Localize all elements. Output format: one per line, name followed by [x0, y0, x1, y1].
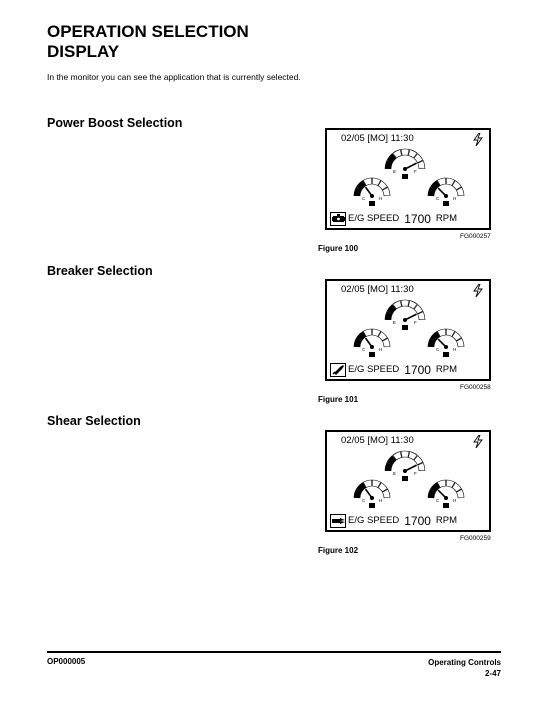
monitor-date: 02/05: [341, 435, 365, 446]
footer-divider: [47, 651, 501, 653]
engine-speed-unit: RPM: [435, 364, 458, 375]
gauge-label-left: C: [436, 347, 440, 352]
footer-doc-code: OP000005: [47, 657, 86, 666]
monitor-datetime: [341, 133, 414, 144]
engine-speed-label: E/G SPEED: [348, 364, 400, 375]
monitor-status-bar: [330, 512, 480, 529]
engine-speed-value: 1700: [404, 513, 431, 528]
monitor-day: [MO]: [367, 284, 389, 295]
gauge-label-right: F: [414, 320, 417, 325]
engine-icon: [402, 476, 408, 481]
hydraulic-oil-icon: [443, 352, 449, 357]
gauge-label-right: H: [379, 347, 383, 352]
breaker-icon: [330, 363, 346, 377]
gauge-segment: [401, 149, 409, 155]
engine-speed-unit: RPM: [435, 515, 458, 526]
section-heading: Shear Selection: [47, 414, 141, 428]
section-heading: Power Boost Selection: [47, 116, 183, 130]
gauge-label-left: E: [393, 169, 397, 174]
gauge-hub: [370, 345, 374, 349]
lightning-bolt-icon: [472, 284, 484, 302]
gauge-hub: [370, 496, 374, 500]
shear-icon: [330, 514, 346, 528]
engine-speed-label: E/G SPEED: [348, 213, 400, 224]
page-title-line2: DISPLAY: [47, 42, 120, 61]
monitor-status-bar: [330, 361, 480, 378]
monitor-time: 11:30: [390, 435, 414, 446]
temperature-icon: [369, 201, 375, 206]
monitor-date: 02/05: [341, 133, 365, 144]
monitor-date: 02/05: [341, 284, 365, 295]
intro-paragraph: In the monitor you can see the application that is currently selected.: [47, 72, 301, 82]
monitor-display: [325, 430, 491, 532]
gauge-label-right: H: [453, 347, 457, 352]
gauge-hub: [444, 194, 448, 198]
gauge-hub: [444, 496, 448, 500]
gauge-label-left: C: [436, 196, 440, 201]
engine-icon: [402, 325, 408, 330]
monitor-status-bar: [330, 210, 480, 227]
engine-speed-label: E/G SPEED: [348, 515, 400, 526]
monitor-day: [MO]: [367, 133, 389, 144]
engine-icon: [402, 174, 408, 179]
monitor-time: 11:30: [390, 284, 414, 295]
temperature-icon: [369, 352, 375, 357]
gauge-label-right: H: [379, 196, 383, 201]
gauge-segment: [401, 300, 409, 306]
temperature-icon: [369, 503, 375, 508]
power-boost-icon: [330, 212, 346, 226]
monitor-time: 11:30: [390, 133, 414, 144]
figure-code: FG000258: [460, 384, 491, 391]
page-title-line1: OPERATION SELECTION: [47, 22, 249, 41]
lightning-bolt-icon: [472, 435, 484, 453]
gauge-label-right: H: [379, 498, 383, 503]
gauge-segment: [401, 451, 409, 457]
gauge-label-left: E: [393, 471, 397, 476]
lightning-bolt-icon: [472, 133, 484, 151]
monitor-datetime: [341, 284, 414, 295]
gauge-label-right: F: [414, 471, 417, 476]
hydraulic-oil-icon: [443, 201, 449, 206]
gauge-label-right: H: [453, 498, 457, 503]
section-heading: Breaker Selection: [47, 264, 153, 278]
figure-code: FG000259: [460, 535, 491, 542]
monitor-day: [MO]: [367, 435, 389, 446]
engine-speed-value: 1700: [404, 211, 431, 226]
gauge-label-left: E: [393, 320, 397, 325]
page-title: [47, 22, 347, 62]
gauge-hub: [403, 167, 407, 171]
gauge-hub: [403, 469, 407, 473]
monitor-display: [325, 279, 491, 381]
gauge-hub: [403, 318, 407, 322]
engine-speed-value: 1700: [404, 362, 431, 377]
figure-caption: Figure 100: [318, 244, 359, 253]
gauge-label-left: C: [362, 347, 366, 352]
footer-section-title: Operating Controls: [428, 658, 501, 667]
footer-page-number: 2-47: [484, 669, 501, 678]
gauge-label-right: F: [414, 169, 417, 174]
monitor-display: [325, 128, 491, 230]
figure-caption: Figure 101: [318, 395, 359, 404]
figure-caption: Figure 102: [318, 546, 359, 555]
gauge-label-left: C: [362, 196, 366, 201]
hydraulic-oil-icon: [443, 503, 449, 508]
gauge-label-right: H: [453, 196, 457, 201]
gauge-hub: [444, 345, 448, 349]
figure-code: FG000257: [460, 233, 491, 240]
engine-speed-unit: RPM: [435, 213, 458, 224]
monitor-datetime: [341, 435, 414, 446]
gauge-label-left: C: [436, 498, 440, 503]
footer-right-block: [428, 657, 501, 679]
gauge-label-left: C: [362, 498, 366, 503]
gauge-hub: [370, 194, 374, 198]
